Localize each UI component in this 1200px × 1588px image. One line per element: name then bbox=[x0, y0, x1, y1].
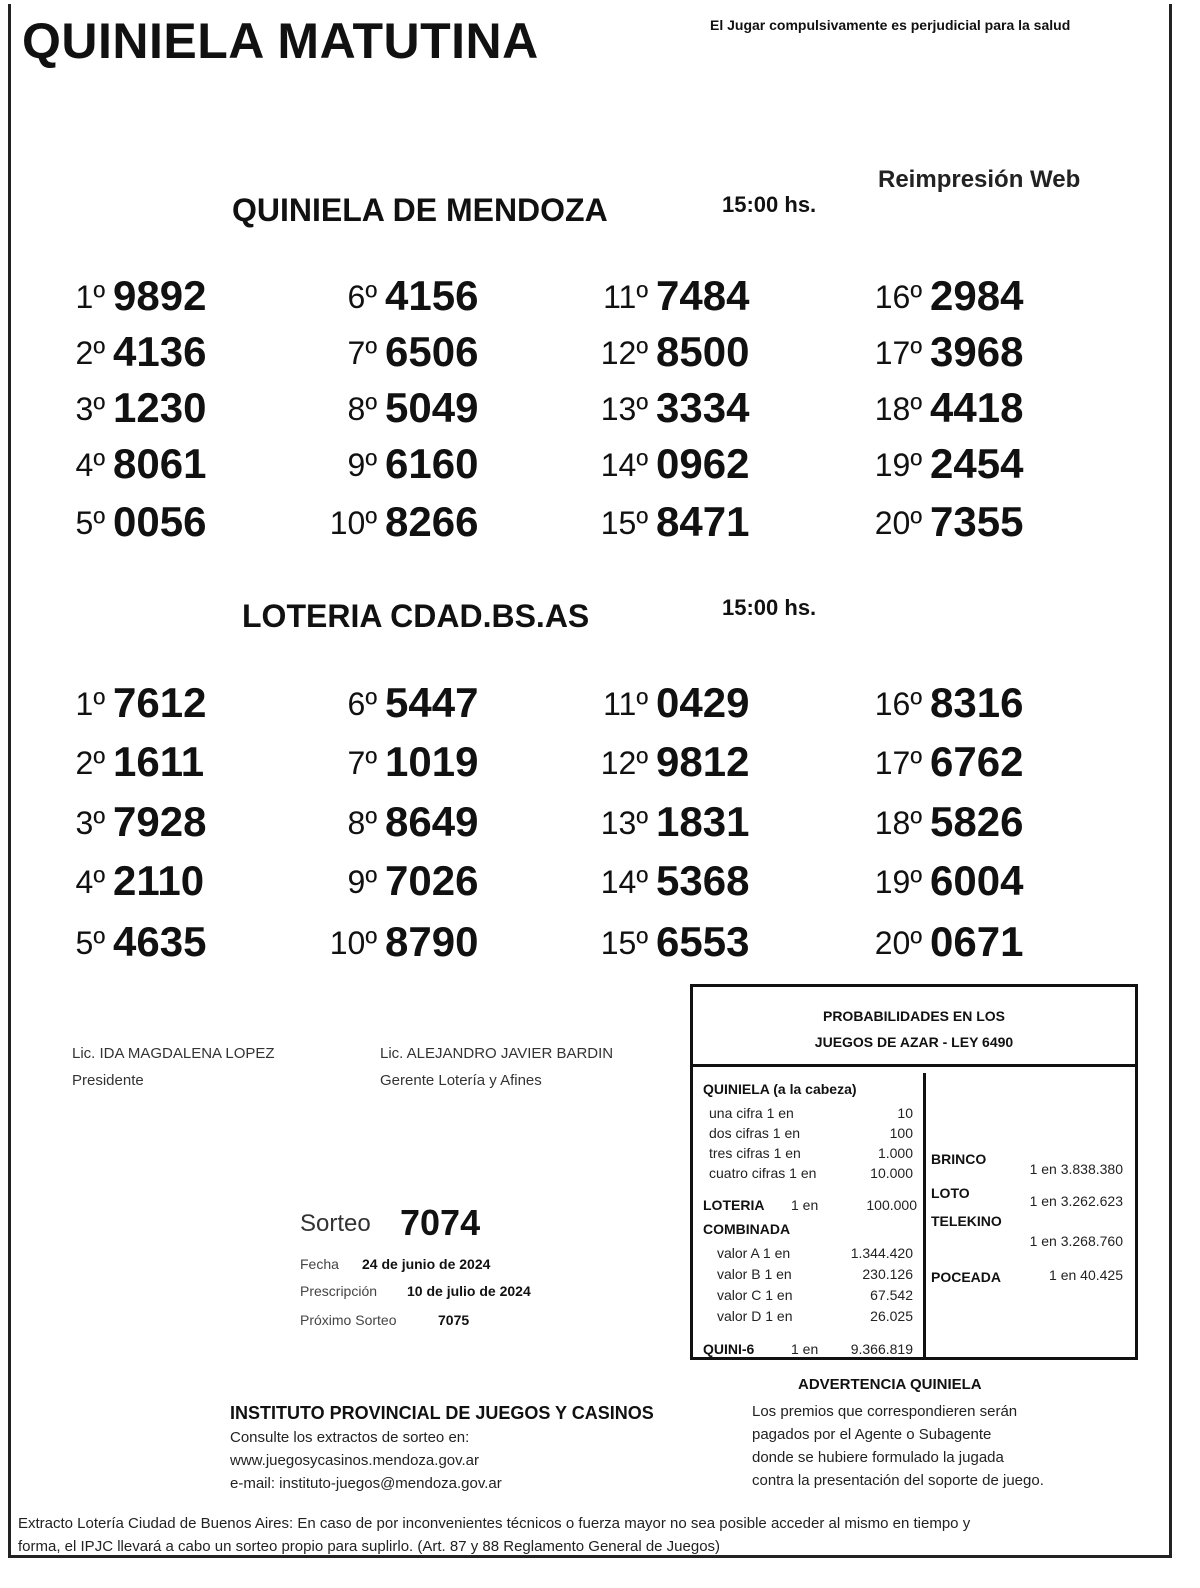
result-position: 1º bbox=[75, 279, 105, 315]
quiniela-prob-label: una cifra 1 en bbox=[709, 1105, 794, 1121]
result-number: 1831 bbox=[656, 798, 750, 845]
combinada-prob-value: 67.542 bbox=[870, 1287, 913, 1303]
position-wrap bbox=[578, 796, 648, 846]
combinada-prob-label: valor D 1 en bbox=[717, 1308, 793, 1324]
result-position: 6º bbox=[347, 279, 377, 315]
position-wrap bbox=[307, 736, 377, 786]
result-number: 0056 bbox=[113, 498, 207, 545]
result-number: 8649 bbox=[385, 798, 479, 845]
gambling-warning: El Jugar compulsivamente es perjudicial para la salud bbox=[710, 17, 1071, 33]
institute-info bbox=[230, 1426, 502, 1495]
result-position: 9º bbox=[347, 447, 377, 483]
position-wrap bbox=[307, 796, 377, 846]
position-wrap bbox=[35, 382, 105, 432]
result-number: 0429 bbox=[656, 679, 750, 726]
result-position: 3º bbox=[75, 805, 105, 841]
result-number: 9812 bbox=[656, 738, 750, 785]
result-number: 1019 bbox=[385, 738, 479, 785]
combinada-prob-value: 1.344.420 bbox=[850, 1245, 913, 1261]
probabilities-divider bbox=[923, 1073, 926, 1357]
result-position: 12º bbox=[600, 335, 648, 371]
position-wrap bbox=[307, 326, 377, 376]
result-number: 8790 bbox=[385, 918, 479, 965]
result-number: 8061 bbox=[113, 440, 207, 487]
quiniela-prob-value: 1.000 bbox=[877, 1145, 913, 1161]
result-position: 7º bbox=[347, 745, 377, 781]
result-position: 11º bbox=[603, 686, 648, 722]
result-position: 18º bbox=[874, 805, 922, 841]
result-position: 4º bbox=[75, 864, 105, 900]
quini6-prob-label: QUINI-6 bbox=[703, 1341, 755, 1357]
result-number: 5826 bbox=[930, 798, 1024, 845]
result-number: 7928 bbox=[113, 798, 207, 845]
result-position: 13º bbox=[600, 391, 648, 427]
result-position: 14º bbox=[600, 864, 648, 900]
result-position: 6º bbox=[347, 686, 377, 722]
result-position: 18º bbox=[874, 391, 922, 427]
position-wrap bbox=[578, 382, 648, 432]
result-number: 8471 bbox=[656, 498, 750, 545]
result-number: 5049 bbox=[385, 384, 479, 431]
draw-time-loteria: 15:00 hs. bbox=[722, 595, 817, 620]
result-number: 2110 bbox=[113, 857, 205, 904]
position-wrap bbox=[578, 270, 648, 320]
result-number: 4635 bbox=[113, 918, 207, 965]
position-wrap bbox=[852, 796, 922, 846]
result-number: 8500 bbox=[656, 328, 750, 375]
loto-label: LOTO bbox=[931, 1185, 970, 1201]
signatory-1-role: Presidente bbox=[72, 1072, 144, 1089]
result-position: 10º bbox=[329, 505, 377, 541]
position-wrap bbox=[35, 916, 105, 966]
result-position: 20º bbox=[874, 925, 922, 961]
footer-line: forma, el IPJC llevará a cabo un sorteo propio para suplirlo. (Art. 87 y 88 Reglamento General de Juegos) bbox=[18, 1538, 721, 1555]
result-position: 17º bbox=[874, 335, 922, 371]
quiniela-prob-label: dos cifras 1 en bbox=[709, 1125, 801, 1141]
position-wrap bbox=[578, 677, 648, 727]
advertencia-line: Los premios que correspondieren serán bbox=[752, 1403, 1018, 1420]
position-wrap bbox=[307, 855, 377, 905]
position-wrap bbox=[852, 677, 922, 727]
result-position: 14º bbox=[600, 447, 648, 483]
combinada-prob-title: COMBINADA bbox=[703, 1221, 791, 1237]
advertencia-title: ADVERTENCIA QUINIELA bbox=[798, 1376, 982, 1393]
position-wrap bbox=[35, 796, 105, 846]
sorteo-number: 7074 bbox=[400, 1202, 481, 1243]
advertencia-line: donde se hubiere formulado la jugada bbox=[752, 1449, 1004, 1466]
result-number: 7355 bbox=[930, 498, 1024, 545]
quiniela-prob-value: 10.000 bbox=[870, 1165, 913, 1181]
result-number: 1230 bbox=[113, 384, 207, 431]
result-position: 17º bbox=[874, 745, 922, 781]
position-wrap bbox=[852, 382, 922, 432]
proximo-sorteo-value: 7075 bbox=[438, 1312, 470, 1328]
result-number: 2454 bbox=[930, 440, 1024, 487]
signatory-2-name: Lic. ALEJANDRO JAVIER BARDIN bbox=[380, 1045, 614, 1062]
quini6-prob-value: 9.366.819 bbox=[850, 1341, 913, 1357]
advertencia-text bbox=[752, 1400, 1044, 1492]
result-position: 19º bbox=[874, 447, 922, 483]
position-wrap bbox=[578, 916, 648, 966]
result-number: 5368 bbox=[656, 857, 750, 904]
fecha-value: 24 de junio de 2024 bbox=[362, 1256, 491, 1272]
result-position: 11º bbox=[603, 279, 648, 315]
draw-title-mendoza: QUINIELA DE MENDOZA bbox=[232, 192, 608, 228]
result-position: 15º bbox=[600, 505, 648, 541]
signatory-2-role: Gerente Lotería y Afines bbox=[380, 1072, 542, 1089]
footer-line: Extracto Lotería Ciudad de Buenos Aires: En caso de por inconvenientes técnicos o fuerza mayor no sea posible acceder al mismo en tiempo y bbox=[18, 1515, 971, 1532]
position-wrap bbox=[852, 270, 922, 320]
result-position: 3º bbox=[75, 391, 105, 427]
result-position: 10º bbox=[329, 925, 377, 961]
proximo-sorteo-label: Próximo Sorteo bbox=[300, 1312, 397, 1328]
poceada-value: 1 en 40.425 bbox=[1049, 1267, 1123, 1283]
position-wrap bbox=[578, 496, 648, 546]
loteria-prob-value: 100.000 bbox=[866, 1197, 917, 1213]
poceada-label: POCEADA bbox=[931, 1269, 1002, 1285]
result-number: 8266 bbox=[385, 498, 479, 545]
prescripcion-value: 10 de julio de 2024 bbox=[407, 1283, 531, 1299]
result-number: 6762 bbox=[930, 738, 1024, 785]
institute-consult: Consulte los extractos de sorteo en: bbox=[230, 1429, 470, 1446]
result-position: 20º bbox=[874, 505, 922, 541]
result-position: 2º bbox=[75, 335, 105, 371]
position-wrap bbox=[35, 326, 105, 376]
brinco-value: 1 en 3.838.380 bbox=[1029, 1161, 1123, 1177]
position-wrap bbox=[307, 677, 377, 727]
advertencia-line: contra la presentación del soporte de juego. bbox=[752, 1472, 1044, 1489]
position-wrap bbox=[852, 916, 922, 966]
result-number: 4418 bbox=[930, 384, 1024, 431]
institute-website[interactable]: www.juegosycasinos.mendoza.gov.ar bbox=[230, 1452, 480, 1469]
position-wrap bbox=[852, 326, 922, 376]
probabilities-title-2: JUEGOS DE AZAR - LEY 6490 bbox=[814, 1034, 1014, 1050]
result-position: 8º bbox=[347, 391, 377, 427]
result-position: 9º bbox=[347, 864, 377, 900]
position-wrap bbox=[578, 438, 648, 488]
quiniela-prob-value: 100 bbox=[889, 1125, 913, 1141]
result-number: 4136 bbox=[113, 328, 207, 375]
position-wrap bbox=[852, 438, 922, 488]
result-position: 8º bbox=[347, 805, 377, 841]
footer-note bbox=[18, 1512, 970, 1558]
position-wrap bbox=[35, 438, 105, 488]
draw-title-loteria: LOTERIA CDAD.BS.AS bbox=[242, 598, 590, 634]
sorteo-label: Sorteo bbox=[300, 1210, 371, 1237]
combinada-prob-label: valor A 1 en bbox=[717, 1245, 791, 1261]
position-wrap bbox=[578, 855, 648, 905]
probabilities-header bbox=[693, 987, 1135, 1067]
institute-email[interactable]: e-mail: instituto-juegos@mendoza.gov.ar bbox=[230, 1475, 502, 1492]
result-number: 2984 bbox=[930, 272, 1024, 319]
position-wrap bbox=[35, 855, 105, 905]
loteria-prob-en: 1 en bbox=[791, 1197, 819, 1213]
result-position: 16º bbox=[874, 279, 922, 315]
result-position: 15º bbox=[600, 925, 648, 961]
position-wrap bbox=[852, 496, 922, 546]
loteria-prob-label: LOTERIA bbox=[703, 1197, 765, 1213]
result-position: 4º bbox=[75, 447, 105, 483]
combinada-prob-value: 26.025 bbox=[870, 1308, 913, 1324]
position-wrap bbox=[307, 382, 377, 432]
position-wrap bbox=[307, 916, 377, 966]
position-wrap bbox=[578, 736, 648, 786]
combinada-prob-label: valor B 1 en bbox=[717, 1266, 792, 1282]
position-wrap bbox=[307, 496, 377, 546]
telekino-value: 1 en 3.268.760 bbox=[1029, 1233, 1123, 1249]
result-position: 5º bbox=[75, 925, 105, 961]
draw-time-mendoza: 15:00 hs. bbox=[722, 192, 817, 217]
signatory-1-name: Lic. IDA MAGDALENA LOPEZ bbox=[72, 1045, 275, 1062]
result-number: 8316 bbox=[930, 679, 1024, 726]
result-number: 6553 bbox=[656, 918, 750, 965]
result-number: 7026 bbox=[385, 857, 479, 904]
result-position: 1º bbox=[75, 686, 105, 722]
position-wrap bbox=[852, 855, 922, 905]
prescripcion-label: Prescripción bbox=[300, 1283, 378, 1299]
result-position: 7º bbox=[347, 335, 377, 371]
result-position: 12º bbox=[600, 745, 648, 781]
result-position: 19º bbox=[874, 864, 922, 900]
result-number: 3968 bbox=[930, 328, 1024, 375]
position-wrap bbox=[35, 736, 105, 786]
position-wrap bbox=[307, 438, 377, 488]
quiniela-prob-label: cuatro cifras 1 en bbox=[709, 1165, 817, 1181]
result-number: 1611 bbox=[113, 738, 205, 785]
telekino-label: TELEKINO bbox=[931, 1213, 1002, 1229]
result-position: 2º bbox=[75, 745, 105, 781]
advertencia-line: pagados por el Agente o Subagente bbox=[752, 1426, 992, 1443]
result-position: 16º bbox=[874, 686, 922, 722]
result-number: 9892 bbox=[113, 272, 207, 319]
result-number: 6004 bbox=[930, 857, 1024, 904]
reprint-label: Reimpresión Web bbox=[878, 166, 1081, 193]
result-number: 7612 bbox=[113, 679, 207, 726]
result-number: 6506 bbox=[385, 328, 479, 375]
position-wrap bbox=[35, 677, 105, 727]
combinada-prob-value: 230.126 bbox=[862, 1266, 913, 1282]
fecha-label: Fecha bbox=[300, 1256, 339, 1272]
result-position: 13º bbox=[600, 805, 648, 841]
institute-name: INSTITUTO PROVINCIAL DE JUEGOS Y CASINOS bbox=[230, 1403, 654, 1423]
combinada-prob-label: valor C 1 en bbox=[717, 1287, 793, 1303]
page-title: QUINIELA MATUTINA bbox=[22, 13, 539, 69]
loto-value: 1 en 3.262.623 bbox=[1029, 1193, 1123, 1209]
result-number: 7484 bbox=[656, 272, 750, 319]
position-wrap bbox=[852, 736, 922, 786]
quiniela-prob-label: tres cifras 1 en bbox=[709, 1145, 801, 1161]
result-position: 5º bbox=[75, 505, 105, 541]
result-number: 5447 bbox=[385, 679, 479, 726]
result-number: 0962 bbox=[656, 440, 750, 487]
brinco-label: BRINCO bbox=[931, 1151, 987, 1167]
quini6-prob-en: 1 en bbox=[791, 1341, 819, 1357]
probabilities-title-1: PROBABILIDADES EN LOS bbox=[822, 1008, 1005, 1024]
position-wrap bbox=[35, 496, 105, 546]
result-number: 6160 bbox=[385, 440, 479, 487]
position-wrap bbox=[578, 326, 648, 376]
quiniela-prob-title: QUINIELA (a la cabeza) bbox=[703, 1081, 857, 1097]
position-wrap bbox=[35, 270, 105, 320]
result-number: 4156 bbox=[385, 272, 479, 319]
position-wrap bbox=[307, 270, 377, 320]
probabilities-box bbox=[690, 984, 1138, 1360]
quiniela-prob-value: 10 bbox=[897, 1105, 913, 1121]
result-number: 0671 bbox=[930, 918, 1024, 965]
result-number: 3334 bbox=[656, 384, 750, 431]
